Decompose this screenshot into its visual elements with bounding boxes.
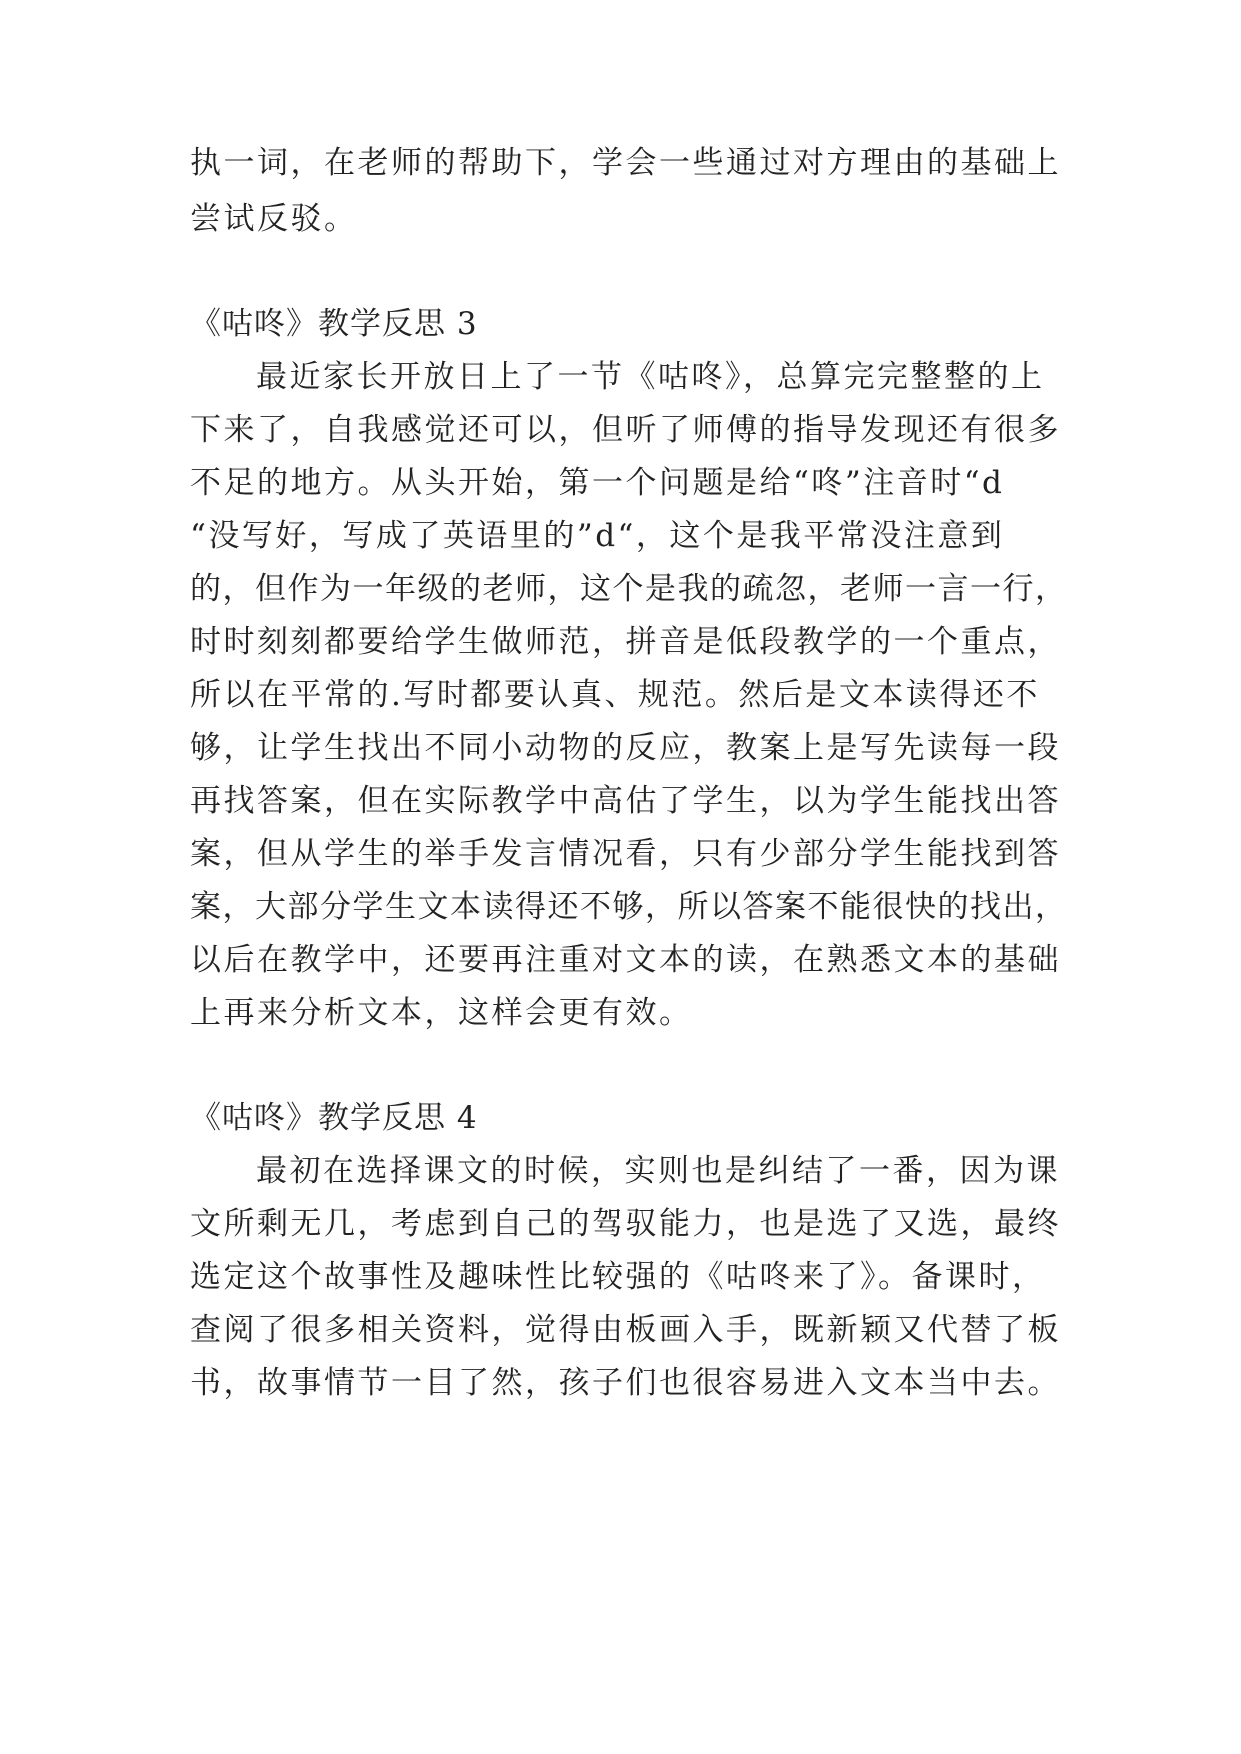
- section-3-line-9: 再找答案，但在实际教学中高估了学生，以为学生能找出答: [190, 783, 1061, 819]
- section-4-heading: 《咕咚》教学反思 4: [190, 1100, 478, 1136]
- section-3-line-5: 的，但作为一年级的老师，这个是我的疏忽，老师一言一行，: [190, 571, 1068, 607]
- section-3-line-8: 够，让学生找出不同小动物的反应，教案上是写先读每一段: [190, 730, 1061, 766]
- section-3-line-13: 上再来分析文本，这样会更有效。: [190, 995, 693, 1031]
- section-3-line-2: 下来了，自我感觉还可以，但听了师傅的指导发现还有很多: [190, 412, 1061, 448]
- section-4-line-4: 查阅了很多相关资料，觉得由板画入手，既新颖又代替了板: [190, 1312, 1061, 1348]
- section-4-line-3: 选定这个故事性及趣味性比较强的《咕咚来了》。备课时，: [190, 1259, 1046, 1295]
- section-4-line-5: 书，故事情节一目了然，孩子们也很容易进入文本当中去。: [190, 1365, 1061, 1401]
- section-4-line-1: 最初在选择课文的时候，实则也是纠结了一番，因为课: [256, 1153, 1060, 1189]
- section-3-line-11: 案，大部分学生文本读得还不够，所以答案不能很快的找出，: [190, 889, 1068, 925]
- section-3-line-7: 所以在平常的.写时都要认真、规范。然后是文本读得还不: [190, 677, 1040, 713]
- section-3-heading: 《咕咚》教学反思 3: [190, 306, 478, 342]
- section-3-line-4: “没写好，写成了英语里的”d“，这个是我平常没注意到: [190, 518, 1005, 554]
- section-3-line-10: 案，但从学生的举手发言情况看，只有少部分学生能找到答: [190, 836, 1061, 872]
- section-3-line-3: 不足的地方。从头开始，第一个问题是给“咚”注音时“d: [190, 465, 1005, 501]
- section-3-line-6: 时时刻刻都要给学生做师范，拼音是低段教学的一个重点，: [190, 624, 1061, 660]
- section-3-line-12: 以后在教学中，还要再注重对文本的读，在熟悉文本的基础: [190, 942, 1061, 978]
- intro-line-2: 尝试反驳。: [190, 201, 358, 237]
- intro-line-1: 执一词，在老师的帮助下，学会一些通过对方理由的基础上: [190, 145, 1061, 181]
- section-3-line-1: 最近家长开放日上了一节《咕咚》，总算完完整整的上: [256, 359, 1045, 395]
- section-4-line-2: 文所剩无几，考虑到自己的驾驭能力，也是选了又选，最终: [190, 1206, 1061, 1242]
